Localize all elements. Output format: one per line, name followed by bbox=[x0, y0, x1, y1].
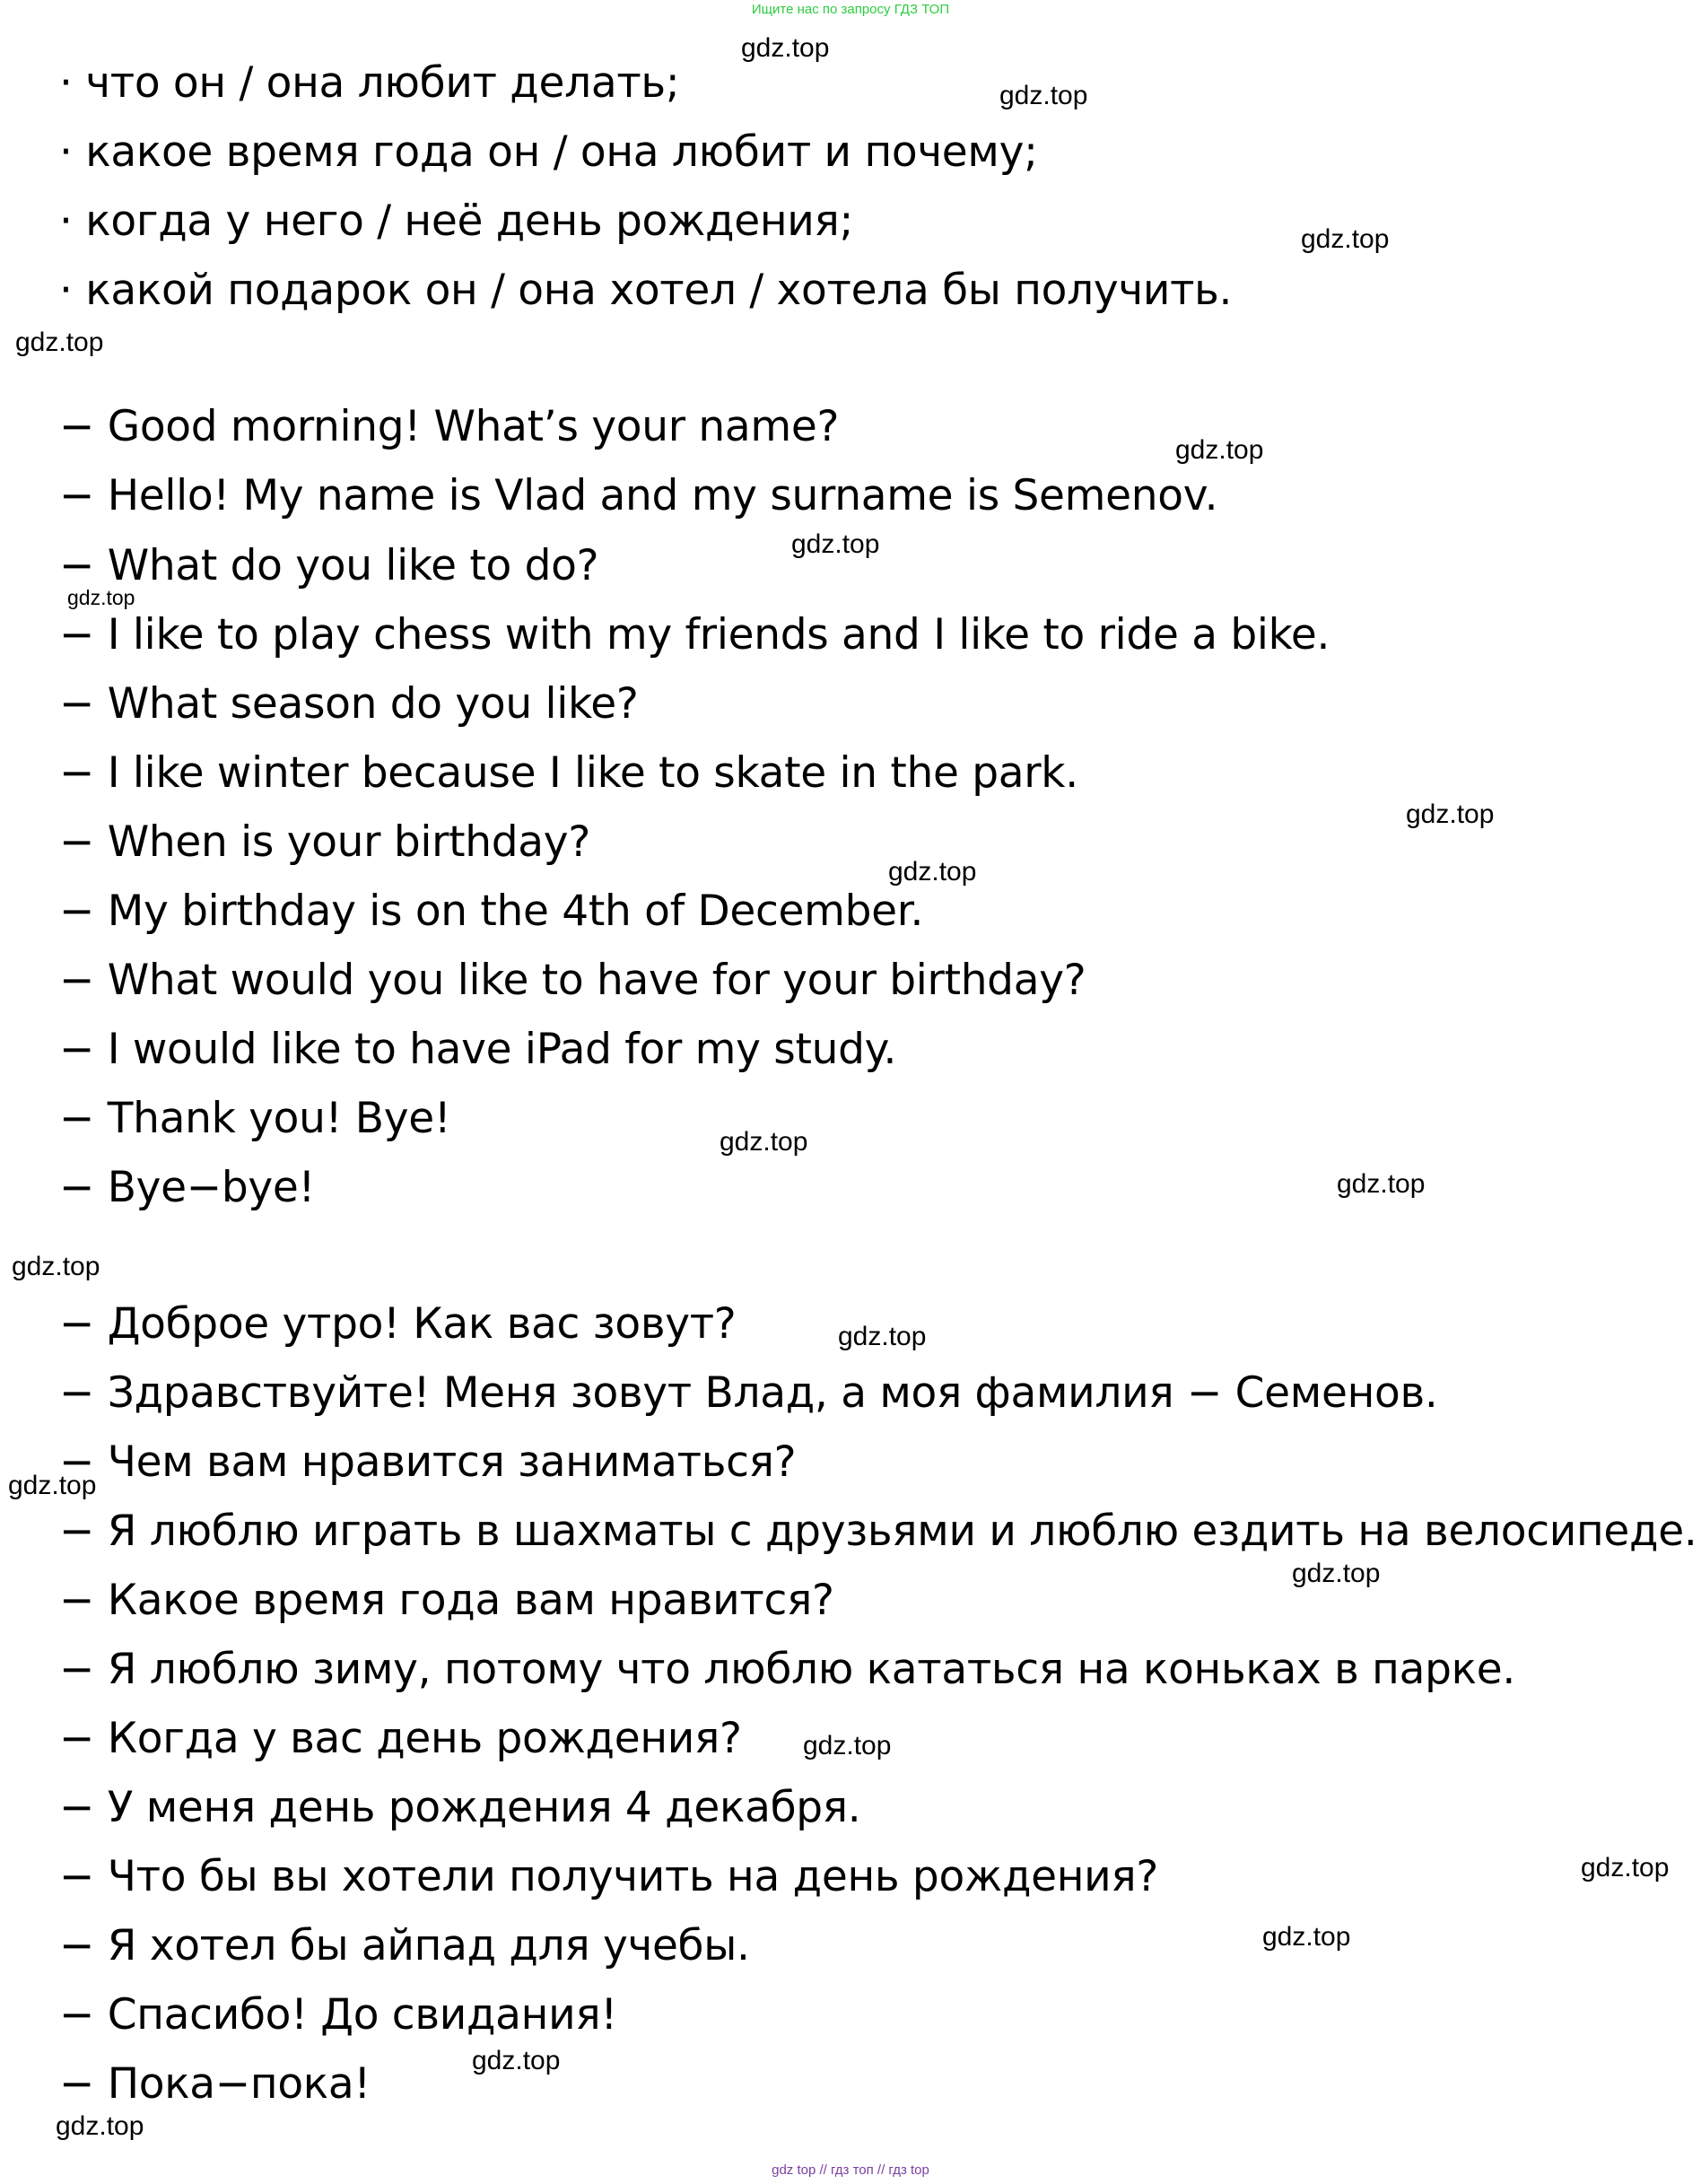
russian-dialogue-line: − Я люблю зиму, потому что люблю кататься на коньках в парке. bbox=[59, 1645, 1515, 1694]
russian-dialogue-line: − Пока−пока! bbox=[59, 2059, 371, 2109]
english-dialogue-line: − What do you like to do? bbox=[59, 541, 599, 590]
bottom-site-banner[interactable]: gdz top // гдз топ // гдз top bbox=[772, 2162, 929, 2178]
english-dialogue-line: − My birthday is on the 4th of December. bbox=[59, 887, 924, 936]
watermark: gdz.top bbox=[720, 1127, 808, 1157]
watermark: gdz.top bbox=[67, 586, 135, 609]
russian-dialogue-line: − Доброе утро! Как вас зовут? bbox=[59, 1299, 737, 1349]
watermark: gdz.top bbox=[1292, 1559, 1381, 1588]
watermark: gdz.top bbox=[15, 328, 104, 357]
watermark: gdz.top bbox=[791, 529, 880, 559]
watermark: gdz.top bbox=[1301, 224, 1390, 254]
english-dialogue-line: − I like winter because I like to skate in the park. bbox=[59, 748, 1078, 798]
russian-dialogue-line: − Чем вам нравится заниматься? bbox=[59, 1437, 797, 1487]
watermark: gdz.top bbox=[741, 33, 830, 63]
english-dialogue-line: − When is your birthday? bbox=[59, 817, 590, 867]
english-dialogue-line: − Good morning! What’s your name? bbox=[59, 402, 840, 451]
russian-dialogue-line: − Какое время года вам нравится? bbox=[59, 1576, 834, 1625]
russian-dialogue-line: − Спасибо! До свидания! bbox=[59, 1990, 617, 2040]
english-dialogue-line: − What would you like to have for your birthday? bbox=[59, 956, 1086, 1005]
watermark: gdz.top bbox=[12, 1252, 100, 1281]
watermark: gdz.top bbox=[472, 2046, 561, 2075]
english-dialogue-line: − I like to play chess with my friends and I like to ride a bike. bbox=[59, 610, 1330, 660]
english-dialogue-line: − Hello! My name is Vlad and my surname is Semenov. bbox=[59, 471, 1218, 520]
watermark: gdz.top bbox=[1262, 1922, 1351, 1952]
english-dialogue-line: − What season do you like? bbox=[59, 679, 639, 729]
watermark: gdz.top bbox=[56, 2111, 144, 2141]
watermark: gdz.top bbox=[1337, 1169, 1426, 1199]
english-dialogue-line: − I would like to have iPad for my study. bbox=[59, 1025, 897, 1074]
english-dialogue-line: − Bye−bye! bbox=[59, 1163, 316, 1212]
russian-dialogue-line: − Я хотел бы айпад для учебы. bbox=[59, 1921, 750, 1970]
task-item-gift: · какой подарок он / она хотел / хотела бы получить. bbox=[59, 266, 1233, 315]
watermark: gdz.top bbox=[803, 1731, 892, 1760]
watermark: gdz.top bbox=[999, 81, 1088, 110]
watermark: gdz.top bbox=[1406, 799, 1495, 829]
russian-dialogue-line: − Я люблю играть в шахматы с друзьями и люблю ездить на велосипеде. bbox=[59, 1507, 1697, 1556]
russian-dialogue-line: − Что бы вы хотели получить на день рождения? bbox=[59, 1852, 1159, 1901]
watermark: gdz.top bbox=[1175, 435, 1264, 465]
russian-dialogue-line: − Здравствуйте! Меня зовут Влад, а моя фамилия − Семенов. bbox=[59, 1368, 1438, 1418]
russian-dialogue-line: − У меня день рождения 4 декабря. bbox=[59, 1783, 861, 1832]
russian-dialogue-line: − Когда у вас день рождения? bbox=[59, 1714, 742, 1763]
task-item-activity: · что он / она любит делать; bbox=[59, 58, 680, 108]
task-item-season: · какое время года он / она любит и почему; bbox=[59, 127, 1038, 177]
watermark: gdz.top bbox=[888, 857, 977, 887]
top-search-banner[interactable]: Ищите нас по запросу ГДЗ ТОП bbox=[751, 2, 950, 17]
watermark: gdz.top bbox=[838, 1322, 927, 1351]
task-item-birthday: · когда у него / неё день рождения; bbox=[59, 197, 854, 246]
watermark: gdz.top bbox=[1581, 1853, 1670, 1883]
english-dialogue-line: − Thank you! Bye! bbox=[59, 1094, 451, 1143]
watermark: gdz.top bbox=[8, 1471, 97, 1500]
